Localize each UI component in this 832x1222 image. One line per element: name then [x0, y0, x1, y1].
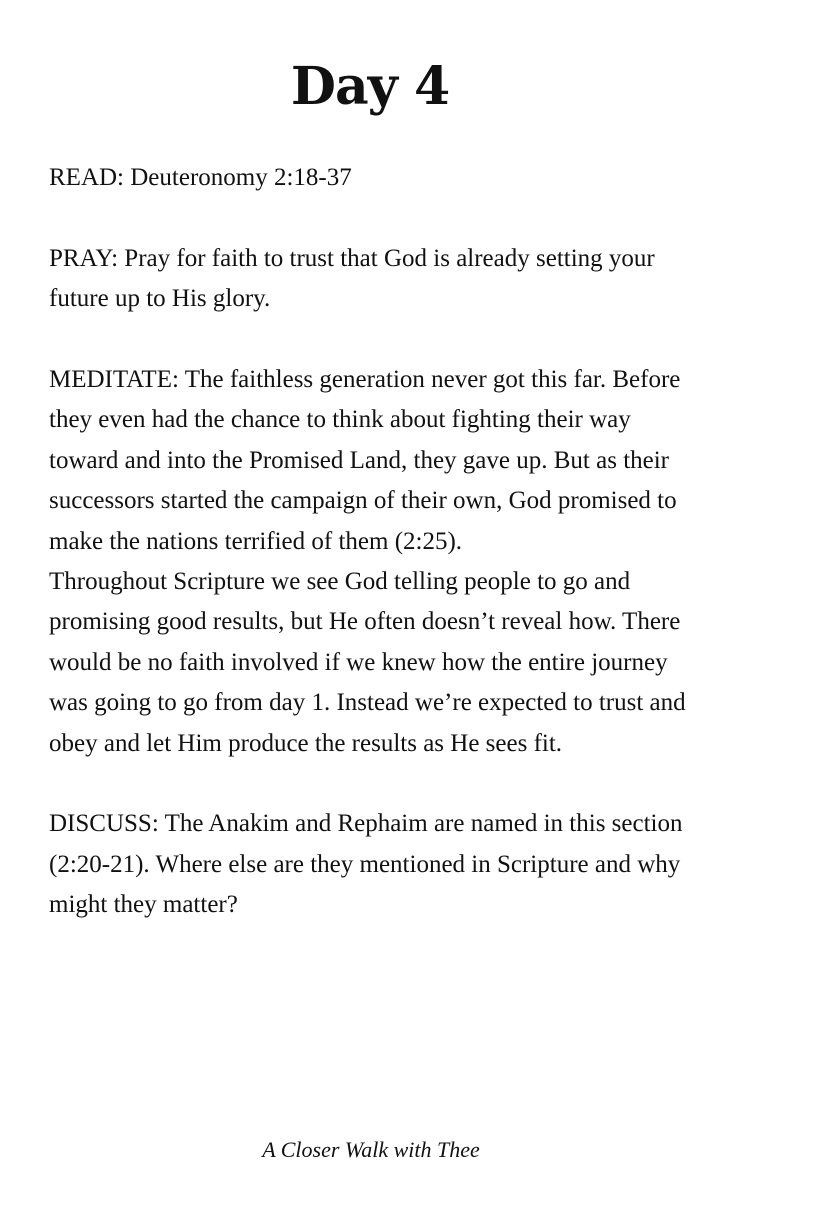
devotional-body	[49, 158, 699, 926]
book-title-footer: A Closer Walk with Thee	[262, 1137, 480, 1162]
section-spacer	[49, 198, 699, 238]
meditate-paragraph-2: Throughout Scripture we see God telling people to go and promising good results, but He often doesn’t reveal how. There would be no faith involved if we knew how the entire journey was going to go from day 1. Instead we’re expected to trust and obey and let Him produce the results as He sees fit.	[49, 568, 686, 757]
discuss-section: DISCUSS: The Anakim and Rephaim are named in this section (2:20-21). Where else are they mentioned in Scripture and why might they matter?	[49, 810, 683, 919]
meditate-paragraph-1: MEDITATE: The faithless generation never got this far. Before they even had the chance to think about fighting their way toward and into the Promised Land, they gave up. But as their successors started the campaign of their own, God promised to make the nations terrified of them (2:25).	[49, 366, 681, 555]
pray-section: PRAY: Pray for faith to trust that God is already setting your future up to His glory.	[49, 244, 655, 313]
section-spacer	[49, 764, 699, 804]
page-title: Day 4	[290, 56, 450, 117]
section-spacer	[49, 320, 699, 360]
read-section: READ: Deuteronomy 2:18-37	[49, 164, 352, 191]
